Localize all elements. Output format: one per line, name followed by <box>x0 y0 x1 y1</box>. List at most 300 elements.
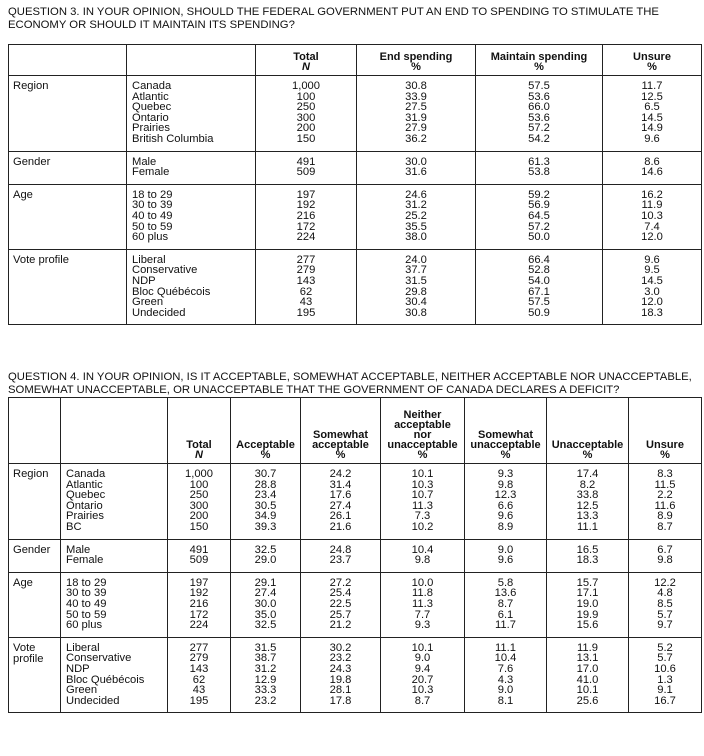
value: 12.5 <box>576 499 599 512</box>
group-name: Gender <box>9 539 61 572</box>
value: 23.7 <box>329 554 352 567</box>
value: 11.8 <box>412 587 433 600</box>
value: 14.5 <box>641 111 663 124</box>
value: 5.7 <box>657 608 673 621</box>
row-label: 30 to 39 <box>66 587 107 600</box>
header-unit: % <box>417 449 428 461</box>
value: 8.5 <box>657 597 673 610</box>
value: 16.7 <box>654 694 676 707</box>
value: 9.8 <box>657 554 673 567</box>
value: 67.1 <box>528 285 550 298</box>
value: 100 <box>189 478 209 491</box>
value: 5.2 <box>657 641 673 654</box>
header-text: Somewhat <box>477 429 533 441</box>
value: 12.0 <box>641 296 663 309</box>
row-labels <box>127 184 256 249</box>
value-column-4 <box>465 637 547 713</box>
header-empty-label <box>127 45 256 76</box>
value-column-1 <box>357 76 476 152</box>
value: 491 <box>296 155 316 168</box>
header-unit: % <box>260 449 271 461</box>
value: 6.1 <box>497 608 514 621</box>
value: 9.3 <box>497 468 514 480</box>
value: 7.7 <box>414 608 431 621</box>
table-row-age <box>9 184 702 249</box>
value: 17.4 <box>576 468 599 480</box>
row-labels <box>61 539 168 572</box>
row-label: 18 to 29 <box>66 576 107 589</box>
row-label: Atlantic <box>132 90 169 103</box>
value: 27.2 <box>329 576 352 589</box>
table-row-region <box>9 464 702 540</box>
value-column-2 <box>301 572 381 637</box>
value: 11.6 <box>654 499 676 512</box>
value: 43 <box>299 296 313 309</box>
row-label: Green <box>132 296 164 309</box>
value: 30.0 <box>254 597 277 610</box>
value-column-4 <box>465 572 547 637</box>
value-column-2 <box>301 539 381 572</box>
value: 50.9 <box>528 306 550 319</box>
value: 8.7 <box>657 520 673 533</box>
value: 17.0 <box>576 662 599 675</box>
header-somewhat-unacceptable <box>465 398 547 464</box>
row-labels <box>127 151 256 184</box>
value: 195 <box>296 306 316 319</box>
table-header-row <box>9 45 702 76</box>
row-label: Prairies <box>66 510 104 523</box>
value: 9.6 <box>644 132 660 145</box>
value: 35.5 <box>405 220 427 233</box>
row-label: NDP <box>132 274 156 287</box>
value: 32.5 <box>254 543 277 556</box>
row-label: Conservative <box>132 264 198 277</box>
value-column-1 <box>231 637 301 713</box>
value: 491 <box>189 543 209 556</box>
value: 31.4 <box>329 478 352 491</box>
value-column-2 <box>476 184 603 249</box>
value-column-2 <box>476 249 603 325</box>
value: 8.1 <box>497 694 514 707</box>
table-header-row <box>9 398 702 464</box>
value: 30.7 <box>254 468 277 480</box>
value-column-1 <box>231 464 301 540</box>
row-label: British Columbia <box>132 132 214 145</box>
value: 10.6 <box>654 662 676 675</box>
value: 53.6 <box>528 90 550 103</box>
value: 5.7 <box>657 652 673 665</box>
row-label: Bloc Québécois <box>132 285 211 298</box>
value: 1.3 <box>657 673 673 686</box>
value: 16.2 <box>641 188 663 201</box>
value: 29.0 <box>254 554 277 567</box>
value: 30.5 <box>254 499 277 512</box>
value: 197 <box>296 188 316 201</box>
row-label: NDP <box>66 662 90 675</box>
value: 13.1 <box>576 652 599 665</box>
value-column-5 <box>547 464 629 540</box>
value: 53.8 <box>528 166 550 179</box>
value: 24.0 <box>405 253 427 266</box>
value: 509 <box>189 554 209 567</box>
value: 24.6 <box>405 188 427 201</box>
value: 150 <box>189 520 209 533</box>
value: 7.3 <box>414 510 431 523</box>
group-name: Age <box>9 184 127 249</box>
value-column-0 <box>168 637 231 713</box>
value: 10.1 <box>576 684 599 697</box>
header-text: unacceptable <box>387 439 458 451</box>
row-labels <box>61 572 168 637</box>
question-4-title-line2: SOMEWHAT UNACCEPTABLE, OR UNACCEPTABLE THAT THE GOVERNMENT OF CANADA DECLARES A DEFICIT? <box>8 384 620 396</box>
question-4-title <box>8 371 698 397</box>
value: 38.7 <box>254 652 277 665</box>
value-column-0 <box>168 464 231 540</box>
value: 6.6 <box>497 499 514 512</box>
value: 11.1 <box>577 520 598 533</box>
value: 23.2 <box>329 652 352 665</box>
value: 24.3 <box>329 662 352 675</box>
row-label: Liberal <box>132 253 166 266</box>
value: 4.8 <box>657 587 673 600</box>
value: 9.6 <box>497 554 514 567</box>
value-column-5 <box>547 572 629 637</box>
value: 24.2 <box>329 468 352 480</box>
value-column-3 <box>381 539 465 572</box>
value: 9.8 <box>414 554 431 567</box>
value: 57.2 <box>528 122 550 135</box>
group-name: Region <box>9 76 127 152</box>
value-column-1 <box>231 539 301 572</box>
value: 12.0 <box>641 231 663 244</box>
value: 3.0 <box>644 285 660 298</box>
value: 8.6 <box>644 155 660 168</box>
value-column-1 <box>357 184 476 249</box>
header-acceptable <box>231 398 301 464</box>
value: 25.7 <box>329 608 352 621</box>
value: 59.2 <box>528 188 550 201</box>
value: 300 <box>189 499 209 512</box>
header-empty-group <box>9 398 61 464</box>
value: 6.7 <box>657 543 673 556</box>
value: 19.8 <box>329 673 352 686</box>
value: 172 <box>189 608 209 621</box>
value: 12.9 <box>254 673 277 686</box>
row-label: Bloc Québécois <box>66 673 145 686</box>
value: 50.0 <box>528 231 550 244</box>
value: 38.0 <box>405 231 427 244</box>
value-column-5 <box>547 637 629 713</box>
value: 30.0 <box>405 155 427 168</box>
header-unit: % <box>335 449 346 461</box>
header-neither <box>381 398 465 464</box>
value: 39.3 <box>254 520 277 533</box>
header-empty-group <box>9 45 127 76</box>
value: 16.5 <box>576 543 599 556</box>
value: 33.9 <box>405 90 427 103</box>
header-somewhat-acceptable <box>301 398 381 464</box>
question-3-title-line1: QUESTION 3. IN YOUR OPINION, SHOULD THE FEDERAL GOVERNMENT PUT AN END TO SPENDING TO STIMULATE THE <box>8 6 659 18</box>
group-name: Vote profile <box>9 249 127 325</box>
value: 29.1 <box>254 576 277 589</box>
group-name-line: profile <box>13 652 44 665</box>
value: 37.7 <box>405 264 427 277</box>
row-label: Canada <box>66 468 106 480</box>
group-name: Region <box>9 464 61 540</box>
row-label: Male <box>132 155 157 168</box>
row-label: 18 to 29 <box>132 188 173 201</box>
row-label: Ontario <box>66 499 103 512</box>
value: 25.2 <box>405 209 427 222</box>
header-unit: % <box>660 449 670 461</box>
header-text: Somewhat <box>312 429 368 441</box>
value: 9.6 <box>644 253 660 266</box>
value: 64.5 <box>528 209 550 222</box>
row-label: 40 to 49 <box>66 597 107 610</box>
table-row-vote-profile <box>9 249 702 325</box>
value: 6.5 <box>644 101 660 114</box>
value: 11.9 <box>577 641 598 654</box>
group-name: Gender <box>9 151 127 184</box>
value: 22.5 <box>329 597 352 610</box>
value: 10.1 <box>411 468 434 480</box>
value: 11.1 <box>495 641 516 654</box>
value: 9.8 <box>497 478 514 491</box>
value: 9.0 <box>497 684 514 697</box>
value: 279 <box>189 652 209 665</box>
value: 509 <box>296 166 316 179</box>
value: 31.6 <box>405 166 427 179</box>
value: 192 <box>296 199 316 212</box>
row-label: Conservative <box>66 652 132 665</box>
value-column-0 <box>256 184 357 249</box>
value: 57.2 <box>528 220 550 233</box>
value: 15.6 <box>576 619 599 632</box>
value: 43 <box>192 684 206 697</box>
value: 18.3 <box>576 554 599 567</box>
value: 100 <box>296 90 316 103</box>
value: 33.8 <box>576 489 599 502</box>
value: 224 <box>296 231 316 244</box>
row-label: BC <box>66 520 82 533</box>
value: 9.0 <box>497 543 514 556</box>
group-name <box>9 637 61 713</box>
value: 27.4 <box>254 587 277 600</box>
table-row-vote-profile <box>9 637 702 713</box>
header-text: nor <box>413 429 432 441</box>
group-name-line: Vote <box>13 641 36 654</box>
value: 31.2 <box>254 662 277 675</box>
row-labels <box>61 637 168 713</box>
header-total: Total N <box>256 45 357 76</box>
value: 11.9 <box>641 199 663 212</box>
value: 14.5 <box>641 274 663 287</box>
value: 192 <box>189 587 209 600</box>
question-3-title-line2: ECONOMY OR SHOULD IT MAINTAIN ITS SPENDING? <box>8 19 295 31</box>
header-unit: N <box>195 449 203 461</box>
value: 17.1 <box>576 587 599 600</box>
value: 4.3 <box>497 673 514 686</box>
value: 31.9 <box>405 111 427 124</box>
value: 250 <box>189 489 209 502</box>
value-column-0 <box>256 249 357 325</box>
value: 17.8 <box>329 694 352 707</box>
question-3-table <box>8 44 702 325</box>
header-unit: % <box>582 449 593 461</box>
value-column-2 <box>301 464 381 540</box>
row-label: Undecided <box>66 694 120 707</box>
value: 8.9 <box>657 510 673 523</box>
table-row-gender <box>9 539 702 572</box>
value-column-3 <box>603 249 702 325</box>
row-labels <box>127 249 256 325</box>
value: 2.2 <box>657 489 673 502</box>
value: 32.5 <box>254 619 277 632</box>
value: 23.4 <box>254 489 277 502</box>
value-column-1 <box>357 151 476 184</box>
value: 28.1 <box>329 684 352 697</box>
value: 24.8 <box>329 543 352 556</box>
value: 30.8 <box>405 80 427 92</box>
row-label: Ontario <box>132 111 169 124</box>
value: 300 <box>296 111 316 124</box>
value: 9.7 <box>657 619 673 632</box>
row-labels <box>61 464 168 540</box>
header-end-spending: End spending % <box>357 45 476 76</box>
value-column-3 <box>603 184 702 249</box>
value: 12.5 <box>641 90 663 103</box>
value: 10.2 <box>411 520 434 533</box>
value: 216 <box>189 597 209 610</box>
value: 25.6 <box>576 694 599 707</box>
value: 224 <box>189 619 209 632</box>
value: 26.1 <box>329 510 352 523</box>
table-row-gender <box>9 151 702 184</box>
value: 15.7 <box>576 576 599 589</box>
value: 195 <box>189 694 209 707</box>
value-column-6 <box>629 572 702 637</box>
row-label: Female <box>66 554 104 567</box>
value-column-3 <box>381 572 465 637</box>
value: 66.0 <box>528 101 550 114</box>
value: 279 <box>296 264 316 277</box>
value: 41.0 <box>576 673 599 686</box>
row-label: 30 to 39 <box>132 199 173 212</box>
header-unacceptable <box>547 398 629 464</box>
value: 25.4 <box>329 587 352 600</box>
value-column-2 <box>476 151 603 184</box>
value: 30.4 <box>405 296 427 309</box>
value: 12.2 <box>654 576 676 589</box>
value: 277 <box>296 253 316 266</box>
value: 277 <box>189 641 209 654</box>
row-labels <box>127 76 256 152</box>
value: 200 <box>296 122 316 135</box>
row-label: Undecided <box>132 306 186 319</box>
value: 52.8 <box>528 264 550 277</box>
value: 10.3 <box>411 684 434 697</box>
row-label: 60 plus <box>132 231 169 244</box>
row-label: Atlantic <box>66 478 103 491</box>
value-column-0 <box>256 76 357 152</box>
value: 36.2 <box>405 132 427 145</box>
value: 172 <box>296 220 316 233</box>
value: 27.5 <box>405 101 427 114</box>
value: 11.7 <box>641 80 663 92</box>
value: 10.3 <box>641 209 663 222</box>
header-maintain-spending: Maintain spending % <box>476 45 603 76</box>
value-column-3 <box>603 151 702 184</box>
question-4-title-line1: QUESTION 4. IN YOUR OPINION, IS IT ACCEPTABLE, SOMEWHAT ACCEPTABLE, NEITHER ACCEPTABLE NOR UNACCEPTABLE, <box>8 371 692 383</box>
value: 31.2 <box>405 199 427 212</box>
value: 17.6 <box>329 489 352 502</box>
value: 9.5 <box>644 264 660 277</box>
header-text: Unsure <box>646 439 684 451</box>
row-label: Female <box>132 166 170 179</box>
value-column-1 <box>231 572 301 637</box>
value: 54.2 <box>528 132 550 145</box>
value: 150 <box>296 132 316 145</box>
value: 19.0 <box>576 597 599 610</box>
value: 62 <box>299 285 313 298</box>
value: 9.0 <box>414 652 431 665</box>
value: 1,000 <box>292 80 320 92</box>
row-label: Liberal <box>66 641 100 654</box>
value-column-0 <box>256 151 357 184</box>
value: 200 <box>189 510 209 523</box>
value: 10.1 <box>411 641 434 654</box>
row-label: Male <box>66 543 91 556</box>
value-column-6 <box>629 539 702 572</box>
value: 14.9 <box>641 122 663 135</box>
value: 19.9 <box>576 608 599 621</box>
value: 18.3 <box>641 306 663 319</box>
value-column-3 <box>603 76 702 152</box>
value: 1,000 <box>185 468 213 480</box>
value: 8.9 <box>497 520 514 533</box>
value: 9.1 <box>657 684 673 697</box>
value: 20.7 <box>411 673 434 686</box>
value: 21.2 <box>329 619 352 632</box>
value: 8.7 <box>414 694 431 707</box>
row-label: 50 to 59 <box>132 220 173 233</box>
value: 23.2 <box>254 694 277 707</box>
value: 13.6 <box>494 587 517 600</box>
value-column-0 <box>168 539 231 572</box>
value: 7.4 <box>644 220 660 233</box>
value: 12.3 <box>494 489 517 502</box>
table-row-age <box>9 572 702 637</box>
value: 29.8 <box>405 285 427 298</box>
header-unsure <box>629 398 702 464</box>
header-text: Neither <box>403 409 442 421</box>
value: 143 <box>189 662 209 675</box>
value-column-5 <box>547 539 629 572</box>
value-column-4 <box>465 539 547 572</box>
value: 33.3 <box>254 684 277 697</box>
value: 10.0 <box>411 576 434 589</box>
value: 9.6 <box>497 510 514 523</box>
row-label: 40 to 49 <box>132 209 173 222</box>
value: 11.7 <box>495 619 516 632</box>
value: 11.5 <box>654 478 676 491</box>
value: 7.6 <box>497 662 514 675</box>
value: 62 <box>192 673 206 686</box>
value: 21.6 <box>329 520 352 533</box>
header-text: Unacceptable <box>551 439 624 451</box>
value-column-3 <box>381 637 465 713</box>
value: 9.4 <box>414 662 431 675</box>
